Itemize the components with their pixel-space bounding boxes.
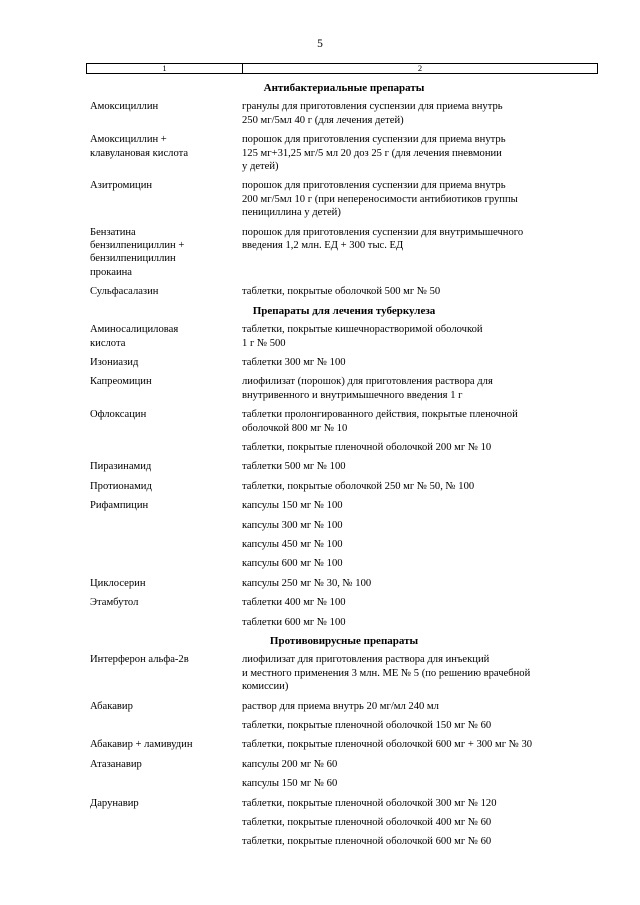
section-title: Противовирусные препараты bbox=[269, 635, 419, 647]
dosage-forms bbox=[242, 100, 598, 127]
dosage-forms bbox=[242, 577, 598, 590]
section-title: Антибактериальные препараты bbox=[263, 82, 425, 94]
drug-row bbox=[90, 480, 598, 493]
dosage-form: таблетки, покрытые оболочкой 250 мг № 50, № 100 bbox=[242, 480, 475, 492]
dosage-forms bbox=[242, 375, 598, 402]
drug-name: Дарунавир bbox=[90, 797, 139, 809]
drug-row bbox=[90, 179, 598, 219]
drug-name: Протионамид bbox=[90, 480, 152, 492]
drug-name: Абакавир + ламивудин bbox=[90, 739, 193, 751]
drug-name: Азитромицин bbox=[90, 180, 153, 192]
dosage-form: порошок для приготовления суспензии для приема внутрь 200 мг/5мл 10 г (при непереносимости антибиотиков группы пенициллина у детей) bbox=[242, 180, 518, 219]
dosage-forms bbox=[242, 179, 598, 219]
drug-row bbox=[90, 285, 598, 298]
drug-name: Сульфасалазин bbox=[90, 286, 159, 298]
page-number: 5 bbox=[317, 38, 323, 50]
dosage-form: лиофилизат для приготовления раствора для инъекций и местного применения 3 млн. МЕ № 5 (по решению врачебной комиссии) bbox=[242, 654, 531, 693]
drug-row bbox=[90, 133, 598, 173]
dosage-forms bbox=[242, 480, 598, 493]
drug-row bbox=[90, 700, 598, 733]
drug-row bbox=[90, 499, 598, 571]
drug-row bbox=[90, 323, 598, 350]
drug-name: Амоксициллин bbox=[90, 101, 159, 113]
dosage-form: таблетки, покрытые оболочкой 500 мг № 50 bbox=[242, 286, 441, 298]
column-header-2: 2 bbox=[417, 63, 423, 73]
drug-row bbox=[90, 460, 598, 473]
dosage-form: капсулы 200 мг № 60 bbox=[242, 758, 338, 770]
drug-name: Интерферон альфа-2в bbox=[90, 654, 189, 666]
dosage-forms bbox=[242, 596, 598, 629]
dosage-form: таблетки, покрытые пленочной оболочкой 200 мг № 10 bbox=[242, 441, 492, 453]
dosage-forms bbox=[242, 226, 598, 280]
dosage-form: таблетки 400 мг № 100 bbox=[242, 597, 346, 609]
dosage-form: капсулы 450 мг № 100 bbox=[242, 538, 343, 550]
drug-row bbox=[90, 653, 598, 693]
drug-row bbox=[90, 738, 598, 751]
dosage-forms bbox=[242, 738, 598, 751]
dosage-form: капсулы 300 мг № 100 bbox=[242, 519, 343, 531]
drug-name: Офлоксацин bbox=[90, 409, 147, 421]
drug-name: Атазанавир bbox=[90, 758, 142, 770]
drug-row bbox=[90, 758, 598, 791]
dosage-forms bbox=[242, 653, 598, 693]
dosage-forms bbox=[242, 323, 598, 350]
dosage-form: раствор для приема внутрь 20 мг/мл 240 мл bbox=[242, 700, 439, 712]
dosage-form: таблетки 500 мг № 100 bbox=[242, 461, 346, 473]
drug-name: Амоксициллин + клавулановая кислота bbox=[90, 134, 189, 159]
dosage-form: капсулы 250 мг № 30, № 100 bbox=[242, 577, 372, 589]
dosage-forms bbox=[242, 285, 598, 298]
drug-row bbox=[90, 356, 598, 369]
drug-row bbox=[90, 577, 598, 590]
drug-row bbox=[90, 375, 598, 402]
dosage-forms bbox=[242, 700, 598, 733]
dosage-forms bbox=[242, 758, 598, 791]
drug-row bbox=[90, 100, 598, 127]
dosage-forms bbox=[242, 460, 598, 473]
dosage-forms bbox=[242, 356, 598, 369]
drug-name: Аминосалициловая кислота bbox=[90, 324, 179, 349]
dosage-form: таблетки, покрытые пленочной оболочкой 400 мг № 60 bbox=[242, 817, 492, 829]
drug-name: Пиразинамид bbox=[90, 461, 152, 473]
dosage-form: таблетки, покрытые пленочной оболочкой 600 мг № 60 bbox=[242, 836, 492, 848]
dosage-forms bbox=[242, 408, 598, 454]
drug-row bbox=[90, 797, 598, 849]
column-header-row bbox=[86, 63, 598, 74]
dosage-form: порошок для приготовления суспензии для приема внутрь 125 мг+31,25 мг/5 мл 20 доз 25 г (для лечения пневмонии у детей) bbox=[242, 134, 506, 173]
dosage-forms bbox=[242, 797, 598, 849]
drug-name: Изониазид bbox=[90, 356, 139, 368]
drug-name: Циклосерин bbox=[90, 577, 146, 589]
drug-list bbox=[90, 78, 598, 855]
section-title: Препараты для лечения туберкулеза bbox=[252, 304, 436, 317]
dosage-form: гранулы для приготовления суспензии для приема внутрь 250 мг/5мл 40 г (для лечения детей) bbox=[242, 101, 503, 126]
dosage-form: таблетки пролонгированного действия, покрытые пленочной оболочкой 800 мг № 10 bbox=[242, 409, 518, 434]
dosage-forms bbox=[242, 499, 598, 571]
drug-name: Бензатина бензилпенициллин + бензилпенициллин прокаина bbox=[90, 226, 185, 278]
dosage-form: таблетки 600 мг № 100 bbox=[242, 616, 346, 628]
drug-name: Этамбутол bbox=[90, 597, 139, 609]
drug-name: Капреомицин bbox=[90, 376, 152, 388]
drug-name: Абакавир bbox=[90, 700, 133, 712]
dosage-form: таблетки, покрытые пленочной оболочкой 150 мг № 60 bbox=[242, 720, 492, 732]
drug-row bbox=[90, 226, 598, 280]
dosage-form: таблетки, покрытые пленочной оболочкой 600 мг + 300 мг № 30 bbox=[242, 739, 533, 751]
dosage-form: таблетки 300 мг № 100 bbox=[242, 356, 346, 368]
drug-name: Рифампицин bbox=[90, 500, 149, 512]
dosage-form: капсулы 150 мг № 60 bbox=[242, 778, 338, 790]
drug-row bbox=[90, 596, 598, 629]
dosage-forms bbox=[242, 133, 598, 173]
column-header-1: 1 bbox=[87, 64, 243, 73]
dosage-form: таблетки, покрытые пленочной оболочкой 300 мг № 120 bbox=[242, 797, 497, 809]
drug-row bbox=[90, 408, 598, 454]
dosage-form: порошок для приготовления суспензии для внутримышечного введения 1,2 млн. ЕД + 300 тыс. ЕД bbox=[242, 226, 524, 252]
dosage-form: капсулы 600 мг № 100 bbox=[242, 558, 343, 570]
dosage-form: лиофилизат (порошок) для приготовления раствора для внутривенного и внутримышечного введения 1 г bbox=[242, 376, 493, 401]
dosage-form: капсулы 150 мг № 100 bbox=[242, 500, 343, 512]
dosage-form: таблетки, покрытые кишечнорастворимой оболочкой 1 г № 500 bbox=[242, 324, 483, 349]
